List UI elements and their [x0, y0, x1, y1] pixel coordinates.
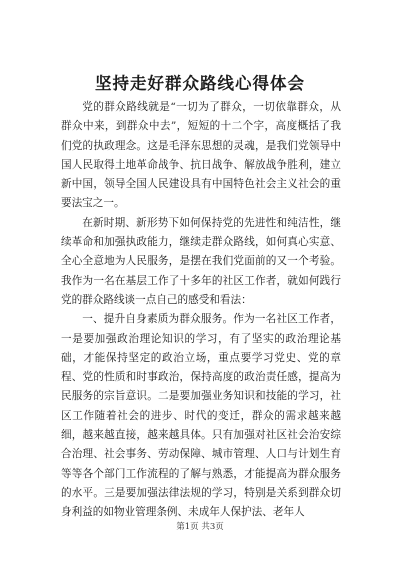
page-number-footer: 第1页 共3页 — [176, 522, 224, 532]
paragraph-3: 一、提升自身素质为群众服务。作为一名社区工作者，一是要加强政治理论知识的学习，有了坚实的政治理论基础，才能保持坚定的政治立场，重点要学习党史、党的章程、党的性质和时事政治，保持高度的政治责任感，提高为民服务的宗旨意识。二是要加强业务知识和技能的学习，社区工作随着社会的进步、时代的变迁，群众的需求越来越细，越来越直接，越来越具体。只有加强对社区社会治安综合治理、社会事务、劳动保障、城市管理、人口与计划生育等等各个部门工作流程的了解与熟悉，才能提高为群众服务的水平。三是要加强法律法规的学习，特别是关系到群众切身利益的如物业管理条例、未成年人保护法、老年人 — [61, 313, 341, 519]
document-body — [61, 98, 341, 523]
document-title: 坚持走好群众路线心得体会 — [95, 74, 305, 93]
paragraph-2: 在新时期、新形势下如何保持党的先进性和纯洁性，继续革命和加强执政能力，继续走群众路线，如何真心实意、全心全意地为人民服务，是摆在我们党面前的又一个考验。我作为一名在基层工作了十多年的社区工作者，就如何践行党的群众路线谈一点自己的感受和看法： — [61, 216, 341, 306]
paragraph-1: 党的群众路线就是“一切为了群众，一切依靠群众，从群众中来，到群众中去”，短短的十二个字，高度概括了我们党的执政理念。这是毛泽东思想的灵魂，是我们党领导中国人民取得土地革命战争、抗日战争、解放战争胜利，建立新中国，领导全国人民建设具有中国特色社会主义社会的重要法宝之一。 — [61, 101, 341, 210]
